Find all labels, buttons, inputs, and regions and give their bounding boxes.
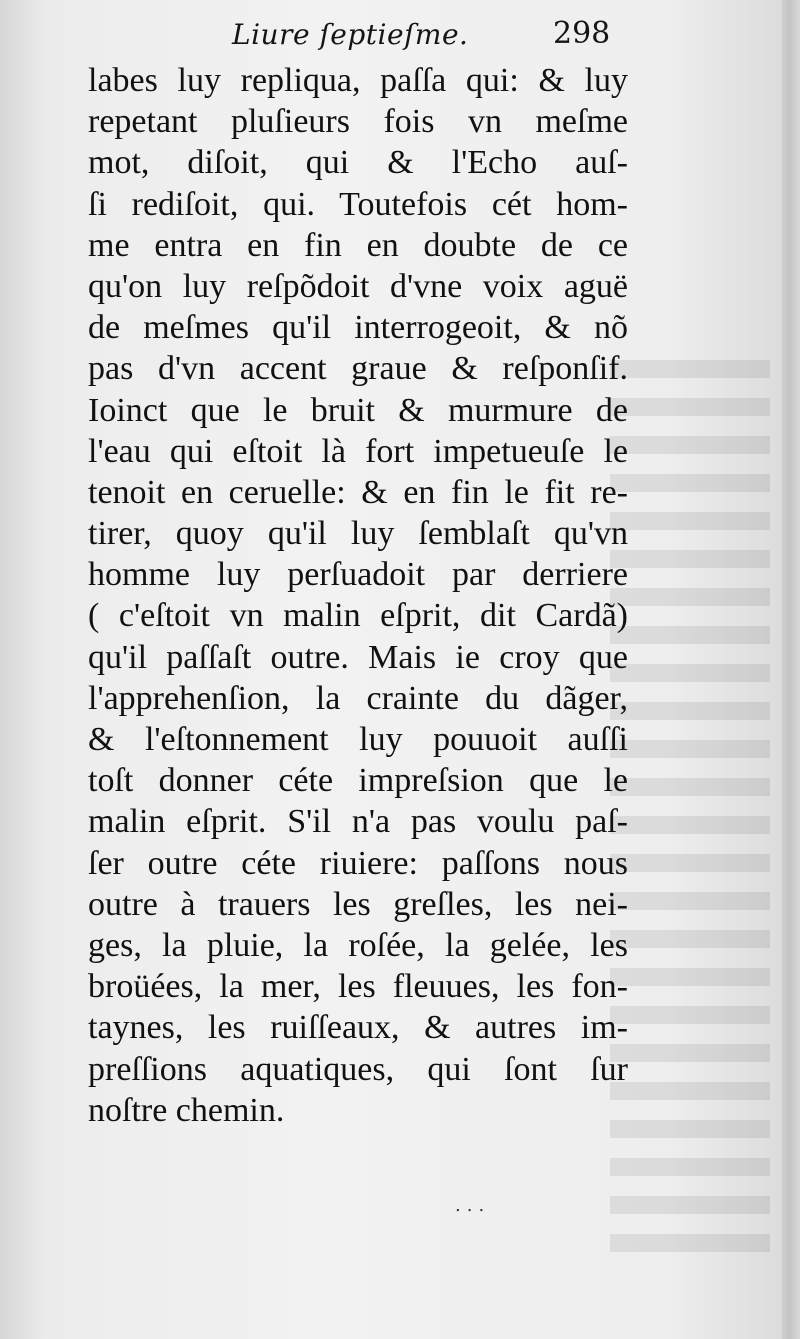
- text-line: repetant pluſieurs fois vn meſme: [88, 103, 628, 141]
- text-line: me entra en fin en doubte de ce: [88, 226, 628, 264]
- text-line: de meſmes qu'il interrogeoit, & nõ: [88, 309, 628, 347]
- text-line: labes luy repliqua, paſſa qui: & luy: [88, 62, 628, 99]
- text-line: ges, la pluie, la roſée, la gelée, les: [88, 926, 628, 964]
- text-line: tirer, quoy qu'il luy ſemblaſt qu'vn: [88, 515, 628, 553]
- text-line: broüées, la mer, les fleuues, les fon-: [88, 968, 628, 1006]
- text-line: ( c'eſtoit vn malin eſprit, dit Cardã): [88, 597, 628, 635]
- page-number: 298: [553, 16, 611, 51]
- running-title: Liure ſeptieſme.: [232, 18, 469, 51]
- text-line: mot, diſoit, qui & l'Echo auſ-: [88, 144, 628, 182]
- text-line: homme luy perſuadoit par derriere: [88, 556, 628, 594]
- footer-mark: ...: [455, 1195, 491, 1216]
- text-line: toſt donner céte impreſsion que le: [88, 762, 628, 800]
- text-line: preſſions aquatiques, qui ſont ſur: [88, 1050, 628, 1088]
- text-line: outre à trauers les greſles, les nei-: [88, 885, 628, 923]
- text-line: taynes, les ruiſſeaux, & autres im-: [88, 1009, 628, 1047]
- text-line: qu'il paſſaſt outre. Mais ie croy que: [88, 638, 628, 676]
- text-line: ſer outre céte riuiere: paſſons nous: [88, 844, 628, 882]
- page-header: [0, 18, 782, 58]
- text-line: qu'on luy reſpõdoit d'vne voix aguë: [88, 267, 628, 305]
- text-line-last: noſtre chemin.: [88, 1091, 285, 1129]
- text-line: pas d'vn accent graue & reſponſif.: [88, 350, 628, 388]
- book-fore-edge: [782, 0, 800, 1339]
- text-line: malin eſprit. S'il n'a pas voulu paſ-: [88, 803, 628, 841]
- bleed-through-texture: [610, 360, 770, 1260]
- text-line: l'eau qui eſtoit là fort impetueuſe le: [88, 432, 628, 470]
- text-line: Ioinct que le bruit & murmure de: [88, 391, 628, 429]
- text-line: tenoit en ceruelle: & en fin le fit re-: [88, 473, 628, 511]
- text-line: ſi rediſoit, qui. Toutefois cét hom-: [88, 185, 628, 223]
- body-text: [88, 60, 628, 1131]
- text-line: & l'eſtonnement luy pouuoit auſſi: [88, 721, 628, 758]
- text-line: l'apprehenſion, la crainte du dãger,: [88, 679, 628, 717]
